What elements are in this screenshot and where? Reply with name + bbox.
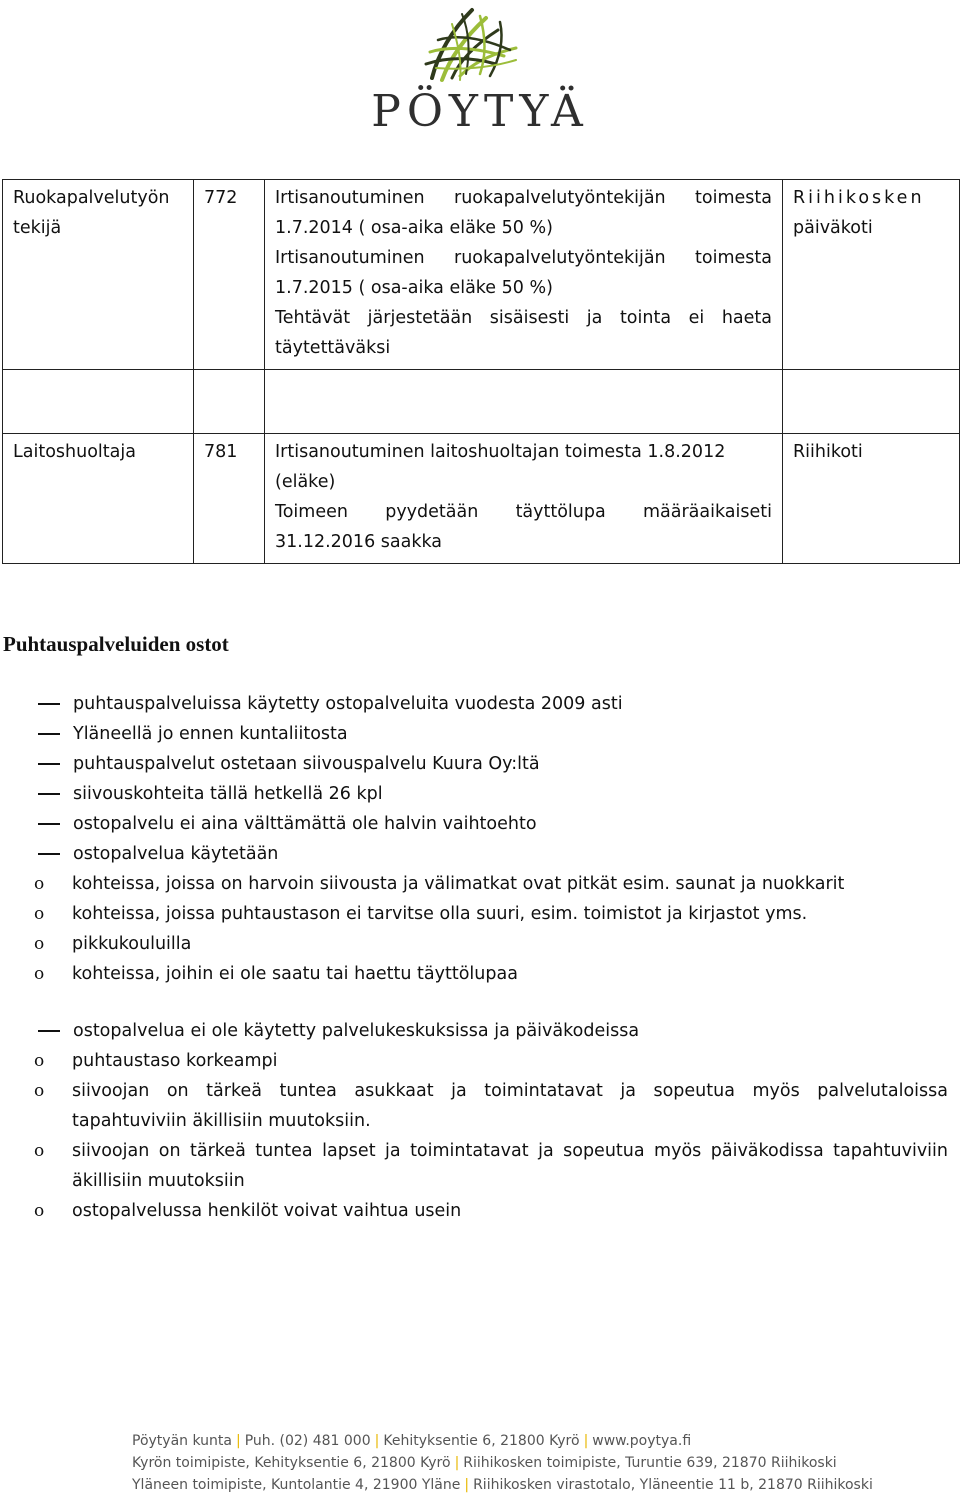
sub-list-item: o siivoojan on tärkeä tuntea lapset ja toimintatavat ja sopeutua myös päiväkodissa tapahtuviviin äkillisiin muutoksiin: [0, 1136, 960, 1196]
bullet-list: [0, 689, 960, 989]
list-item: siivouskohteita tällä hetkellä 26 kpl: [0, 779, 960, 809]
dash-bullet-icon: [38, 1030, 60, 1032]
sub-list: [0, 869, 960, 989]
section-heading: Puhtauspalveluiden ostot: [3, 632, 229, 656]
circle-bullet-icon: o: [34, 934, 45, 954]
wheat-emblem-icon: [340, 4, 620, 84]
circle-bullet-icon: o: [34, 874, 45, 894]
staff-table: [2, 179, 960, 564]
sub-list-item: o kohteissa, joihin ei ole saatu tai haettu täyttölupaa: [0, 959, 960, 989]
circle-bullet-icon: o: [34, 904, 45, 924]
description-cell: [265, 434, 783, 564]
description-line: Irtisanoutuminen ruokapalvelutyöntekijän toimesta: [275, 188, 772, 208]
sub-list-item: o puhtaustaso korkeampi: [0, 1046, 960, 1076]
description-line: Tehtävät järjestetään sisäisesti ja tointa ei haeta: [275, 308, 772, 328]
list-item: puhtauspalvelut ostetaan siivouspalvelu Kuura Oy:ltä: [0, 749, 960, 779]
empty-table-row: [3, 370, 960, 434]
dash-bullet-icon: [38, 703, 60, 705]
description-cell: [265, 180, 783, 370]
position-number-cell: 781: [194, 434, 265, 564]
location-cell: Riihikoti: [783, 434, 960, 564]
job-title-cell: Laitoshuoltaja: [3, 434, 194, 564]
poytya-logo: [340, 4, 620, 137]
website-link[interactable]: www.poytya.fi: [592, 1433, 692, 1449]
sub-list: [0, 1046, 960, 1226]
sub-list-item: o siivoojan on tärkeä tuntea asukkaat ja toimintatavat ja sopeutua myös palvelutaloissa tapahtuviviin äkillisiin muutoksiin.: [0, 1076, 960, 1136]
description-line: Toimeen pyydetään täyttölupa määräaikaiseti: [275, 502, 772, 522]
description-line: täytettäväksi: [275, 338, 391, 358]
location-cell: [783, 180, 960, 370]
circle-bullet-icon: o: [34, 964, 45, 984]
description-line: 1.7.2015 ( osa-aika eläke 50 %): [275, 278, 553, 298]
bullet-list: [0, 1016, 960, 1226]
dash-bullet-icon: [38, 793, 60, 795]
location-line: Riihikosken: [793, 188, 925, 208]
position-number-cell: 772: [194, 180, 265, 370]
sub-list-item: o kohteissa, joissa on harvoin siivousta ja välimatkat ovat pitkät esim. saunat ja nuokkarit: [0, 869, 960, 899]
page-footer: [132, 1430, 873, 1496]
dash-bullet-icon: [38, 733, 60, 735]
table-row: [3, 180, 960, 370]
table-row: [3, 434, 960, 564]
description-line: (eläke): [275, 472, 336, 492]
circle-bullet-icon: o: [34, 1141, 45, 1161]
list-item: puhtauspalveluissa käytetty ostopalveluita vuodesta 2009 asti: [0, 689, 960, 719]
description-line: 31.12.2016 saakka: [275, 532, 443, 552]
footer-line: Yläneen toimipiste, Kuntolantie 4, 21900 Yläne | Riihikosken virastotalo, Yläneentie 11 b, 21870 Riihikoski: [132, 1477, 873, 1493]
footer-line: Pöytyän kunta | Puh. (02) 481 000 | Kehityksentie 6, 21800 Kyrö | www.poytya.fi: [132, 1433, 692, 1449]
circle-bullet-icon: o: [34, 1051, 45, 1071]
sub-list-item: o ostopalvelussa henkilöt voivat vaihtua usein: [0, 1196, 960, 1226]
description-line: Irtisanoutuminen laitoshuoltajan toimesta 1.8.2012: [275, 442, 726, 462]
sub-list-item: o kohteissa, joissa puhtaustason ei tarvitse olla suuri, esim. toimistot ja kirjastot yms.: [0, 899, 960, 929]
job-title-cell: Ruokapalvelutyön tekijä: [3, 180, 194, 370]
dash-bullet-icon: [38, 763, 60, 765]
list-item: ostopalvelu ei aina välttämättä ole halvin vaihtoehto: [0, 809, 960, 839]
dash-bullet-icon: [38, 853, 60, 855]
description-line: 1.7.2014 ( osa-aika eläke 50 %): [275, 218, 553, 238]
description-line: Irtisanoutuminen ruokapalvelutyöntekijän toimesta: [275, 248, 772, 268]
list-item: ostopalvelua ei ole käytetty palvelukeskuksissa ja päiväkodeissa o puhtaustaso korkeampi o siivoojan on tärkeä tuntea asukkaat ja toimintatavat ja sopeutua myös palvelutaloissa tapahtuviviin äkillisiin muutoksiin. o siivoojan on tärkeä tuntea lapset ja toimintatavat ja sopeutua myös päiväkodissa tapahtuviviin äkillisiin muutoksiin o ostopalvelussa henkilöt voivat vaihtua usein: [0, 1016, 960, 1226]
footer-line: Kyrön toimipiste, Kehityksentie 6, 21800 Kyrö | Riihikosken toimipiste, Turuntie 639, 21870 Riihikoski: [132, 1455, 837, 1471]
circle-bullet-icon: o: [34, 1081, 45, 1101]
sub-list-item: o pikkukouluilla: [0, 929, 960, 959]
list-item: Yläneellä jo ennen kuntaliitosta: [0, 719, 960, 749]
circle-bullet-icon: o: [34, 1201, 45, 1221]
dash-bullet-icon: [38, 823, 60, 825]
logo-text: PÖYTYÄ: [371, 86, 589, 137]
list-item: ostopalvelua käytetään o kohteissa, joissa on harvoin siivousta ja välimatkat ovat pitkät esim. saunat ja nuokkarit o kohteissa, joissa puhtaustason ei tarvitse olla suuri, esim. toimistot ja kirjastot yms. o pikkukouluilla o kohteissa, joihin ei ole saatu tai haettu täyttölupaa: [0, 839, 960, 989]
location-line: päiväkoti: [793, 218, 873, 238]
